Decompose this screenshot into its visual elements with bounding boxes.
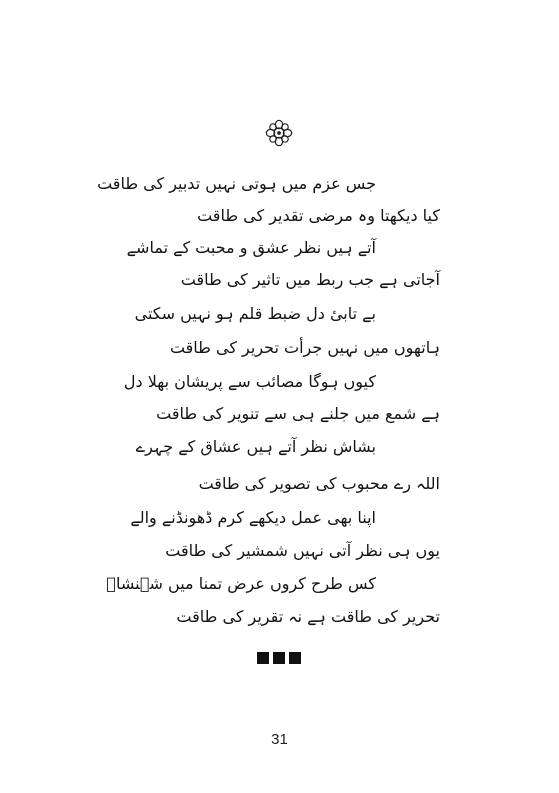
poem-line: کیا دیکھتا وہ مرضی تقدیر کی طاقت: [197, 206, 440, 225]
poem-line: اپنا بھی عمل دیکھے کرم ڈھونڈنے والے: [130, 508, 376, 527]
poem-line: بے تابیٔ دل ضبط قلم ہو نہیں سکتی: [134, 304, 376, 323]
poem-line: بشاش نظر آتے ہیں عشاق کے چہرے: [135, 437, 376, 456]
poem-line: کس طرح کروں عرض تمنا میں شہنشاؔ: [106, 574, 376, 593]
square-mark: [273, 652, 285, 664]
poem-line: ہے شمع میں جلنے ہی سے تنویر کی طاقت: [156, 404, 440, 423]
poem-line: اللہ رے محبوب کی تصویر کی طاقت: [198, 474, 440, 493]
square-mark: [289, 652, 301, 664]
poem-line: تحریر کی طاقت ہے نہ تقریر کی طاقت: [176, 607, 440, 626]
page-number: 31: [271, 731, 288, 748]
three-squares-icon: [257, 652, 301, 664]
square-mark: [257, 652, 269, 664]
poem-line: کیوں ہوگا مصائب سے پریشان بھلا دل: [123, 372, 376, 391]
poem-line: یوں ہی نظر آتی نہیں شمشیر کی طاقت: [165, 541, 440, 560]
poem-line: آتے ہیں نظر عشق و محبت کے تماشے: [126, 238, 376, 257]
poem-line: آجاتی ہے جب ربط میں تاثیر کی طاقت: [180, 270, 440, 289]
poem-line: ہاتھوں میں نہیں جرأت تحریر کی طاقت: [169, 338, 440, 357]
poem-line: جس عزم میں ہوتی نہیں تدبیر کی طاقت: [97, 174, 376, 193]
